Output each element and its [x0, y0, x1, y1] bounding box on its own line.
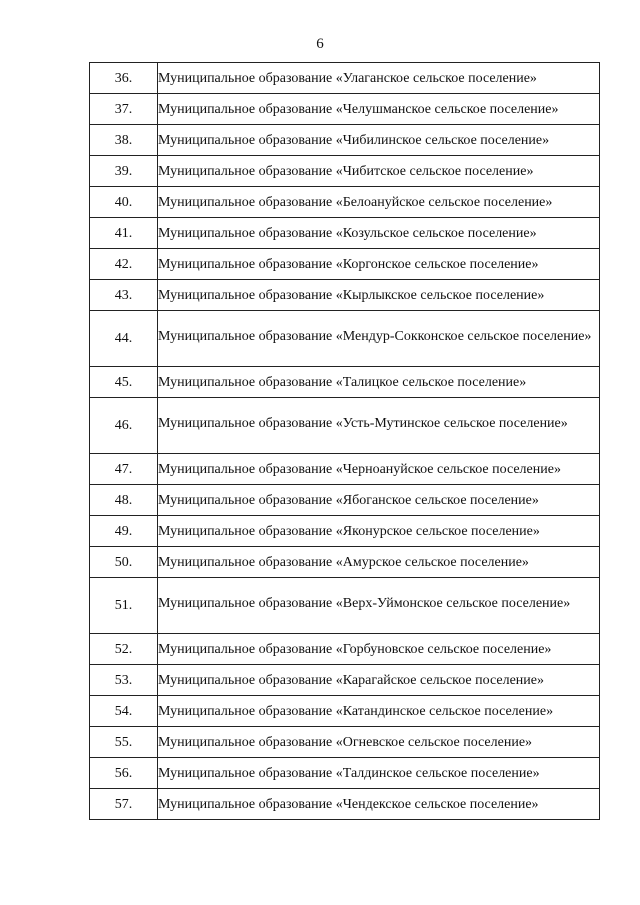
municipality-name: Муниципальное образование «Амурское сельское поселение»: [158, 547, 600, 578]
table-row: [90, 398, 600, 454]
municipality-name: Муниципальное образование «Горбуновское сельское поселение»: [158, 634, 600, 665]
municipality-name: Муниципальное образование «Кырлыкское сельское поселение»: [158, 280, 600, 311]
table-row: [90, 454, 600, 485]
table-row: [90, 634, 600, 665]
municipality-name: Муниципальное образование «Ябоганское сельское поселение»: [158, 485, 600, 516]
table-row: [90, 218, 600, 249]
row-number: 41.: [90, 218, 158, 249]
municipality-name: Муниципальное образование «Черноануйское сельское поселение»: [158, 454, 600, 485]
page-number: 6: [316, 36, 324, 52]
table-row: [90, 311, 600, 367]
table-row: [90, 727, 600, 758]
table-row: [90, 758, 600, 789]
row-number: 43.: [90, 280, 158, 311]
row-number: 46.: [90, 398, 158, 454]
table-row: [90, 665, 600, 696]
municipality-name: Муниципальное образование «Белоануйское сельское поселение»: [158, 187, 600, 218]
row-number: 55.: [90, 727, 158, 758]
table-row: [90, 578, 600, 634]
municipality-name: Муниципальное образование «Яконурское сельское поселение»: [158, 516, 600, 547]
row-number: 42.: [90, 249, 158, 280]
table-row: [90, 156, 600, 187]
row-number: 36.: [90, 63, 158, 94]
row-number: 38.: [90, 125, 158, 156]
table-row: [90, 94, 600, 125]
row-number: 56.: [90, 758, 158, 789]
table-row: [90, 125, 600, 156]
table-row: [90, 249, 600, 280]
table-row: [90, 516, 600, 547]
row-number: 44.: [90, 311, 158, 367]
row-number: 57.: [90, 789, 158, 820]
table-row: [90, 63, 600, 94]
table-row: [90, 187, 600, 218]
municipality-name: Муниципальное образование «Талдинское сельское поселение»: [158, 758, 600, 789]
table-row: [90, 547, 600, 578]
municipality-name: Муниципальное образование «Талицкое сельское поселение»: [158, 367, 600, 398]
municipality-name: Муниципальное образование «Верх-Уймонское сельское поселение»: [158, 578, 600, 634]
row-number: 51.: [90, 578, 158, 634]
row-number: 49.: [90, 516, 158, 547]
municipality-name: Муниципальное образование «Усть-Мутинское сельское поселение»: [158, 398, 600, 454]
table-row: [90, 367, 600, 398]
municipality-name: Муниципальное образование «Коргонское сельское поселение»: [158, 249, 600, 280]
row-number: 47.: [90, 454, 158, 485]
row-number: 48.: [90, 485, 158, 516]
municipality-name: Муниципальное образование «Мендур-Сокконское сельское поселение»: [158, 311, 600, 367]
row-number: 39.: [90, 156, 158, 187]
row-number: 53.: [90, 665, 158, 696]
municipality-name: Муниципальное образование «Чендекское сельское поселение»: [158, 789, 600, 820]
municipality-name: Муниципальное образование «Улаганское сельское поселение»: [158, 63, 600, 94]
row-number: 37.: [90, 94, 158, 125]
row-number: 40.: [90, 187, 158, 218]
municipality-name: Муниципальное образование «Чибилинское сельское поселение»: [158, 125, 600, 156]
row-number: 54.: [90, 696, 158, 727]
municipality-name: Муниципальное образование «Карагайское сельское поселение»: [158, 665, 600, 696]
municipality-table: [89, 62, 600, 820]
table-row: [90, 789, 600, 820]
municipality-name: Муниципальное образование «Челушманское сельское поселение»: [158, 94, 600, 125]
municipality-name: Муниципальное образование «Чибитское сельское поселение»: [158, 156, 600, 187]
table-row: [90, 696, 600, 727]
municipality-name: Муниципальное образование «Катандинское сельское поселение»: [158, 696, 600, 727]
row-number: 52.: [90, 634, 158, 665]
municipality-name: Муниципальное образование «Козульское сельское поселение»: [158, 218, 600, 249]
table-row: [90, 485, 600, 516]
table-row: [90, 280, 600, 311]
municipality-name: Муниципальное образование «Огневское сельское поселение»: [158, 727, 600, 758]
row-number: 50.: [90, 547, 158, 578]
row-number: 45.: [90, 367, 158, 398]
